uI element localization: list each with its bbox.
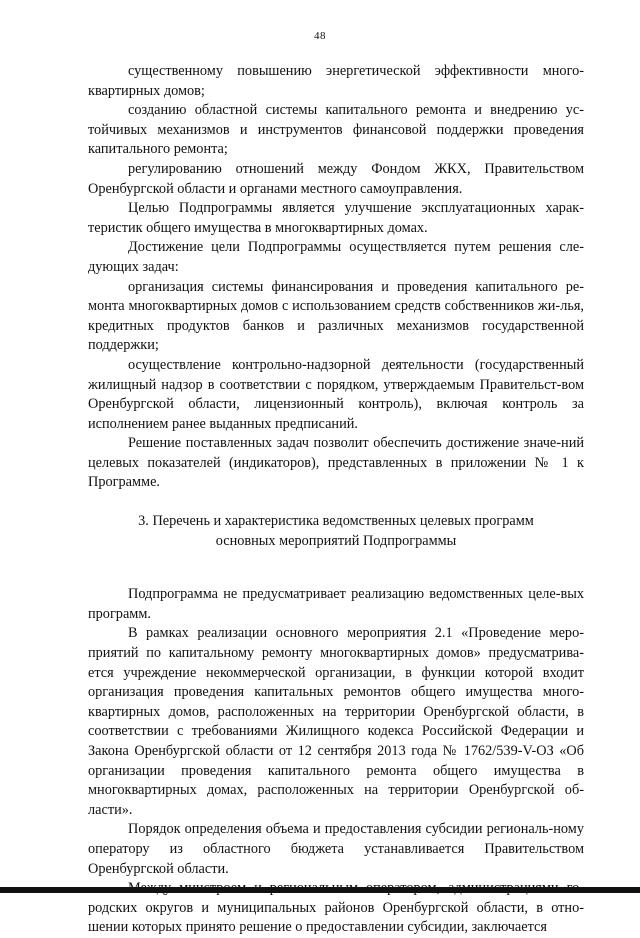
- section-heading-line: основных мероприятий Подпрограммы: [215, 532, 457, 549]
- paragraph: Подпрограмма не предусматривает реализацию ведомственных целе-вых программ.: [88, 586, 584, 622]
- paragraph: Целью Подпрограммы является улучшение эксплуатационных харак-теристик общего имущества в многоквартирных домах.: [88, 200, 584, 236]
- paragraph: Достижение цели Подпрограммы осуществляется путем решения сле-дующих задач:: [88, 239, 584, 275]
- paragraph: созданию областной системы капитального ремонта и внедрению ус-тойчивых механизмов и инструментов финансовой поддержки проведения капитального ремонта;: [88, 102, 584, 158]
- paragraph: организация системы финансирования и проведения капитального ре-монта многоквартирных домов с использованием средств собственников жи-лья, кредитных продуктов банков и различных механизмов государственной поддержки;: [88, 278, 584, 354]
- paragraph: Порядок определения объема и предоставления субсидии региональ-ному оператору из областного бюджета устанавливается Правительством Оренбургской области.: [88, 821, 584, 877]
- paragraph: осуществление контрольно-надзорной деятельности (государственный жилищный надзор в соответствии с порядком, утверждаемым Правительст-вом Оренбургской области, лицензионный контроль), включая контроль за исполнением ранее выданных предписаний.: [88, 356, 584, 432]
- section-heading: [88, 512, 584, 551]
- paragraph: существенному повышению энергетической эффективности много-квартирных домов;: [88, 63, 584, 99]
- bottom-scan-border: [0, 887, 640, 893]
- paragraph: Решение поставленных задач позволит обеспечить достижение значе-ний целевых показателей (индикаторов), представленных в приложении № 1 к Программе.: [88, 435, 584, 491]
- page-number: 48: [314, 30, 326, 42]
- paragraph: В рамках реализации основного мероприятия 2.1 «Проведение меро-приятий по капитальному ремонту многоквартирных домов» предусматрива-ется учреждение некоммерческой организации, в функции которой входит организация проведения капитальных ремонтов общего имущества много-квартирных домов, расположенных на территории Оренбургской области, в соответствии с требованиями Жилищного кодекса Российской Федерации и Закона Оренбургской области от 12 сентября 2013 года № 1762/539-V-ОЗ «Об организации проведения капитального ремонта общего имущества в многоквартирных домах, расположенных на территории Оренбургской об-ласти».: [88, 625, 584, 818]
- section-heading-line: 3. Перечень и характеристика ведомственных целевых программ: [138, 513, 534, 530]
- paragraph: родских округов и муниципальных районов Оренбургской области, в отно-шении которых принято решение о предоставлении субсидии, заключается: [88, 899, 584, 936]
- paragraph: регулированию отношений между Фондом ЖКХ, Правительством Оренбургской области и органами местного самоуправления.: [88, 160, 584, 197]
- document-body: [88, 62, 584, 938]
